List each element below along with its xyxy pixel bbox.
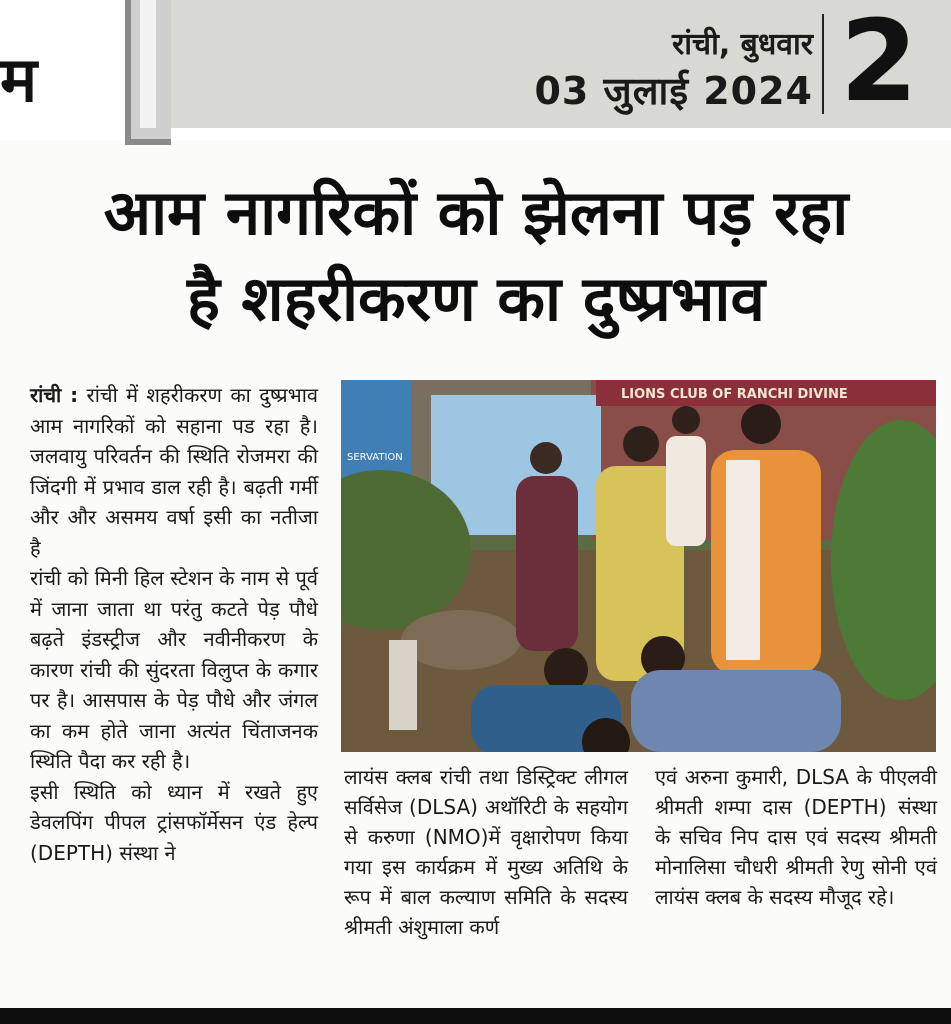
- plantation-photo-illustration: [341, 380, 936, 752]
- article-headline: [20, 170, 932, 342]
- paragraph-1-text: रांची में शहरीकरण का दुष्प्रभाव आम नागरिकों को सहाना पड रहा है। जलवायु परिवर्तन की स्थिति रोजमरा की जिंदगी में प्रभाव डाल रही है। बढ़ती गर्मी और और असमय वर्षा इसी का नतीजा है: [30, 383, 318, 560]
- paragraph-3: इसी स्थिति को ध्यान में रखते हुए डेवलपिंग पीपल ट्रांसफॉर्मेसन एंड हेल्प (DEPTH) संस्था ने: [30, 779, 318, 865]
- headline-line-1: आम नागरिकों को झेलना पड़ रहा: [103, 176, 849, 249]
- headline-line-2: है शहरीकरण का दुष्प्रभाव: [187, 262, 765, 335]
- page-bottom-rule: [0, 1008, 951, 1024]
- masthead-bracket-inner: [140, 0, 156, 128]
- paragraph-2: रांची को मिनी हिल स्टेशन के नाम से पूर्व में जाना जाता था परंतु कटते पेड़ पौधे बढ़ते इंडस्ट्रीज और नवीनीकरण के कारण रांची की सुंदरता विलुप्त के कगार पर है। आसपास के पेड़ पौधे और जंगल का कम होते जाना अत्यंत चिंताजनक स्थिति पैदा कर रही है।: [30, 566, 318, 773]
- header-divider: [822, 14, 824, 114]
- city-day-label: रांची, बुधवार: [671, 27, 813, 62]
- cropped-edge-glyph: म: [0, 43, 38, 116]
- side-banner-text: SERVATION: [347, 452, 403, 463]
- photo-caption-column-1: लायंस क्लब रांची तथा डिस्ट्रिक्ट लीगल सर्विसेज (DLSA) अथॉरिटी के सहयोग से करुणा (NMO)में वृक्षारोपण किया गया इस कार्यक्रम में मुख्य अतिथि के रूप में बाल कल्याण समिति के सदस्य श्रीमती अंशुमाला कर्ण: [344, 765, 628, 939]
- dateline-city: रांची :: [30, 383, 79, 407]
- date-label: 03 जुलाई 2024: [534, 69, 813, 113]
- article-photo: [341, 380, 936, 752]
- page-number: 2: [840, 0, 918, 127]
- article-column-left: [30, 380, 318, 868]
- lions-club-banner-text: LIONS CLUB OF RANCHI DIVINE: [621, 387, 848, 402]
- photo-caption-column-2: एवं अरुना कुमारी, DLSA के पीएलवी श्रीमती शम्पा दास (DEPTH) संस्था के सचिव निप दास एवं सदस्य श्रीमती मोनालिसा चौधरी श्रीमती रेणु सोनी एवं लायंस क्लब के सदस्य मौजूद रहे।: [655, 765, 937, 909]
- paragraph-1: [30, 380, 318, 563]
